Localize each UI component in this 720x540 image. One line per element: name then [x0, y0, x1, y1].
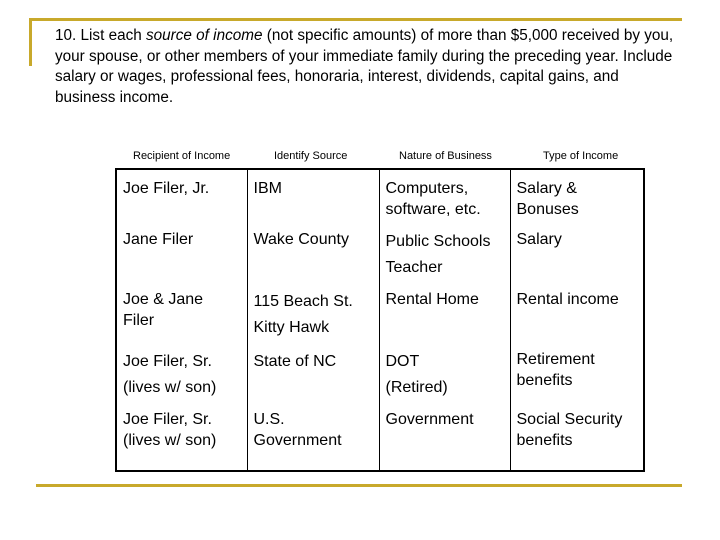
- table-cell-source: [247, 341, 379, 401]
- income-table: [115, 168, 645, 472]
- question-lead: List each: [80, 27, 142, 44]
- cell-text-line: Salary: [516, 231, 562, 248]
- cell-text-line: (Retired): [385, 379, 448, 396]
- cell-text-line: (lives w/ son): [123, 432, 217, 449]
- cell-text-line: State of NC: [253, 353, 337, 370]
- table-cell-type: [510, 341, 644, 401]
- cell-text-line: Public Schools: [385, 233, 491, 250]
- column-header-recipient: Recipient of Income: [133, 150, 231, 162]
- table-cell-nature: [379, 221, 510, 281]
- top-accent-rule: [29, 18, 682, 21]
- question-emphasis: source of income: [146, 27, 263, 44]
- column-header-type: Type of Income: [543, 150, 619, 162]
- cell-text-line: Joe & Jane: [123, 291, 204, 308]
- cell-text-line: Filer: [123, 312, 155, 329]
- table-row: [116, 221, 644, 281]
- table-cell-recipient: [116, 401, 247, 471]
- bottom-accent-rule: [36, 484, 682, 487]
- table-cell-nature: [379, 281, 510, 341]
- cell-text-line: DOT: [385, 353, 420, 370]
- cell-text-line: Government: [253, 432, 342, 449]
- cell-text-line: U.S.: [253, 411, 285, 428]
- cell-text-line: Joe Filer, Jr.: [123, 180, 210, 197]
- table-row: [116, 169, 644, 221]
- table-cell-recipient: [116, 341, 247, 401]
- cell-text-line: Retirement: [516, 351, 595, 368]
- cell-text-line: Jane Filer: [123, 231, 194, 248]
- table-row: [116, 341, 644, 401]
- left-accent-rule: [29, 18, 32, 66]
- table-cell-nature: [379, 169, 510, 221]
- table-cell-recipient: [116, 169, 247, 221]
- cell-text-line: Social Security: [516, 411, 623, 428]
- cell-text-line: (lives w/ son): [123, 379, 217, 396]
- cell-text-line: Joe Filer, Sr.: [123, 411, 212, 428]
- cell-text-line: 115 Beach St.: [253, 293, 353, 310]
- table-cell-type: [510, 169, 644, 221]
- cell-text-line: Joe Filer, Sr.: [123, 353, 212, 370]
- cell-text-line: benefits: [516, 432, 573, 449]
- column-header-source: Identify Source: [274, 150, 348, 162]
- cell-text-line: Wake County: [253, 231, 349, 248]
- table-cell-type: [510, 281, 644, 341]
- cell-text-line: IBM: [253, 180, 282, 197]
- table-cell-nature: [379, 401, 510, 471]
- table-cell-recipient: [116, 281, 247, 341]
- cell-text-line: Government: [385, 411, 474, 428]
- table-cell-nature: [379, 341, 510, 401]
- table-cell-type: [510, 221, 644, 281]
- table-cell-source: [247, 221, 379, 281]
- cell-text-line: Computers,: [385, 180, 469, 197]
- cell-text-line: Bonuses: [516, 201, 579, 218]
- cell-text-line: Rental Home: [385, 291, 479, 308]
- cell-text-line: benefits: [516, 372, 573, 389]
- column-header-nature: Nature of Business: [399, 150, 492, 162]
- cell-text-line: Kitty Hawk: [253, 319, 330, 336]
- question-number: 10.: [55, 27, 77, 44]
- table-row: [116, 401, 644, 471]
- table-cell-source: [247, 401, 379, 471]
- table-row: [116, 281, 644, 341]
- question-body: (not specific amounts) of more than $5,000 received by you, your spouse, or other members of your immediate family during the preceding year. Include salary or wages, professional fees, honoraria, interest, dividends, capital gains, and business income.: [55, 27, 674, 106]
- cell-text-line: Teacher: [385, 259, 443, 276]
- table-cell-source: [247, 281, 379, 341]
- question-text: [55, 26, 675, 108]
- cell-text-line: software, etc.: [385, 201, 481, 218]
- cell-text-line: Salary &: [516, 180, 577, 197]
- table-cell-recipient: [116, 221, 247, 281]
- table-cell-type: [510, 401, 644, 471]
- table-cell-source: [247, 169, 379, 221]
- cell-text-line: Rental income: [516, 291, 619, 308]
